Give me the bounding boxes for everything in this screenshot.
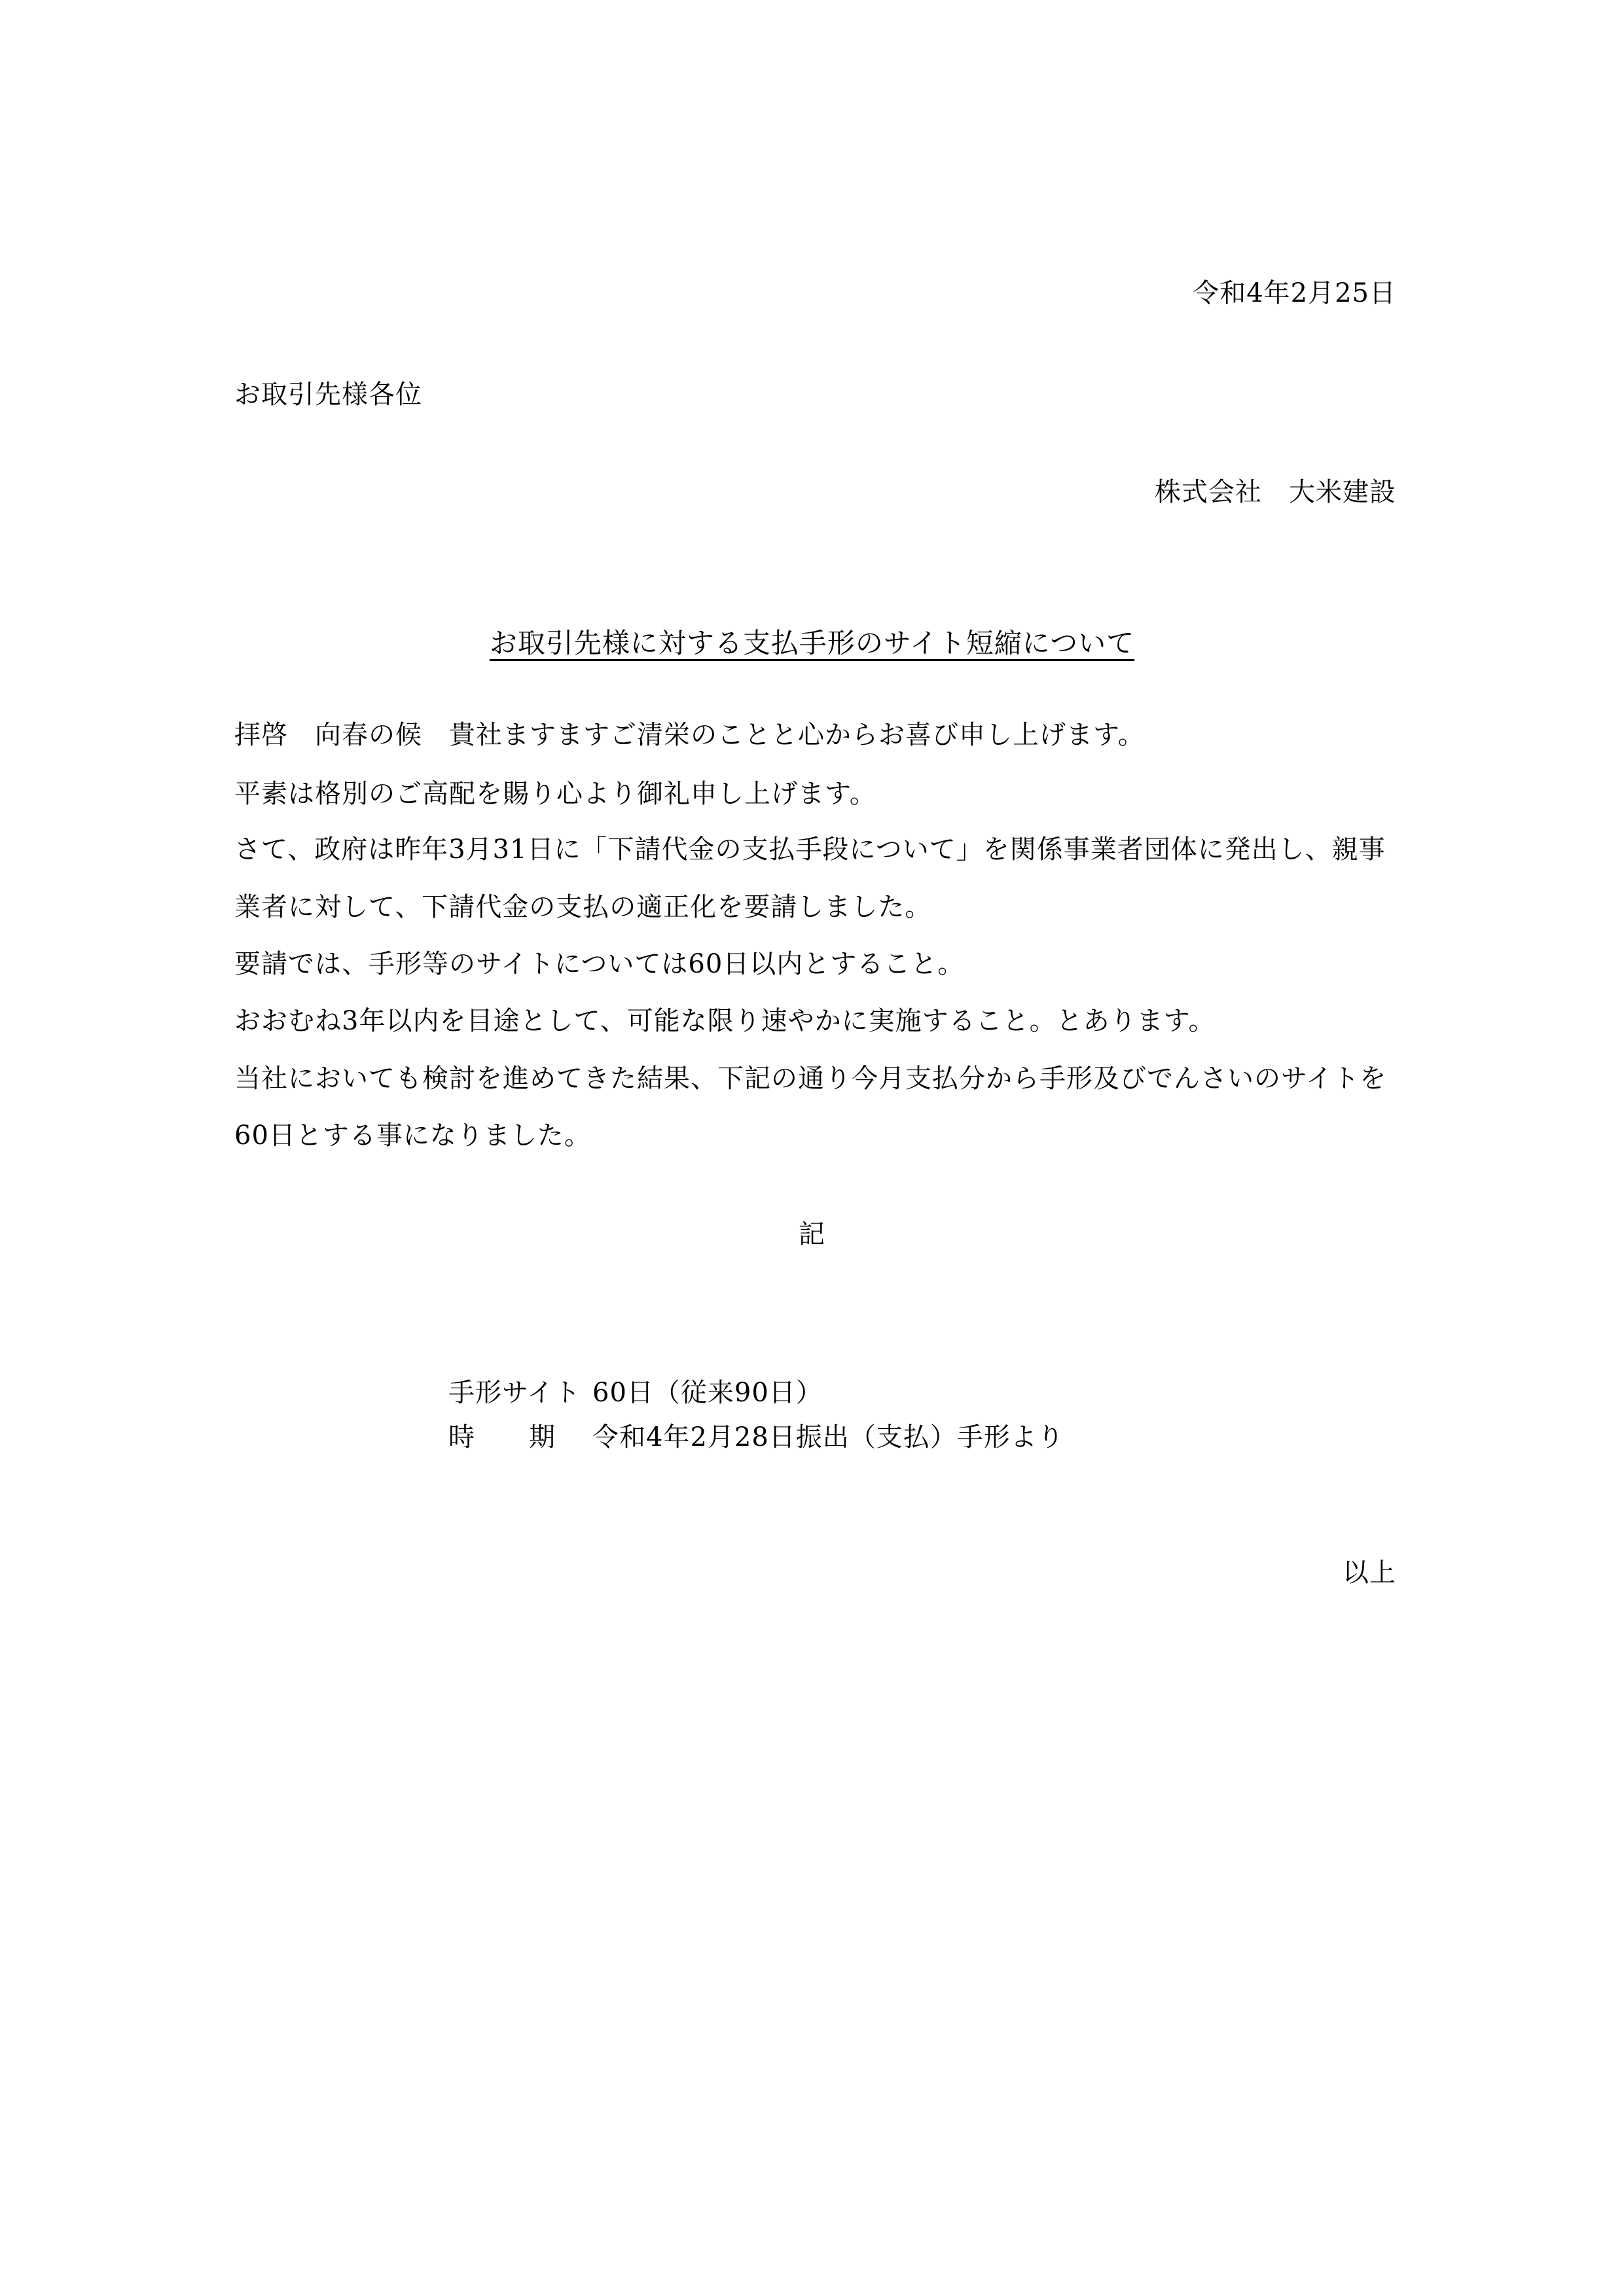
body-line: 60日とする事になりました。 <box>234 1121 591 1151</box>
detail-value-period: 令和4年2月28日振出（支払）手形より <box>592 1422 1064 1452</box>
detail-label-period: 時 期 <box>448 1422 556 1452</box>
body-line: さて、政府は昨年3月31日に「下請代金の支払手段について」を関係事業者団体に発出し、親事 <box>234 834 1386 865</box>
body-line: 業者に対して、下請代金の支払の適正化を要請しました。 <box>234 892 932 922</box>
body-line: 要請では、手形等のサイトについては60日以内とすること。 <box>234 949 965 979</box>
detail-label-tegata-site: 手形サイト <box>448 1378 581 1408</box>
body-line: 平素は格別のご高配を賜り心より御礼申し上げます。 <box>234 779 876 809</box>
recipient: お取引先様各位 <box>234 380 422 410</box>
body-line: 当社においても検討を進めてきた結果、下記の通り今月支払分から手形及びでんさいのサイトを <box>234 1064 1387 1094</box>
body-line: 拝啓 向春の候 貴社ますますご清栄のことと心からお喜び申し上げます。 <box>234 720 1145 750</box>
letter-title-text: お取引先様に対する支払手形のサイト短縮について <box>489 627 1135 659</box>
ki-heading: 記 <box>799 1219 825 1249</box>
letter-date: 令和4年2月25日 <box>1193 278 1396 308</box>
letter-title <box>0 625 1624 662</box>
closing-ijou: 以上 <box>1343 1558 1396 1588</box>
sender-company: 株式会社 大米建設 <box>1155 477 1396 507</box>
body-line: おおむね3年以内を目途として、可能な限り速やかに実施すること。とあります。 <box>234 1006 1216 1036</box>
detail-value-tegata-site: 60日（従来90日） <box>592 1378 823 1408</box>
